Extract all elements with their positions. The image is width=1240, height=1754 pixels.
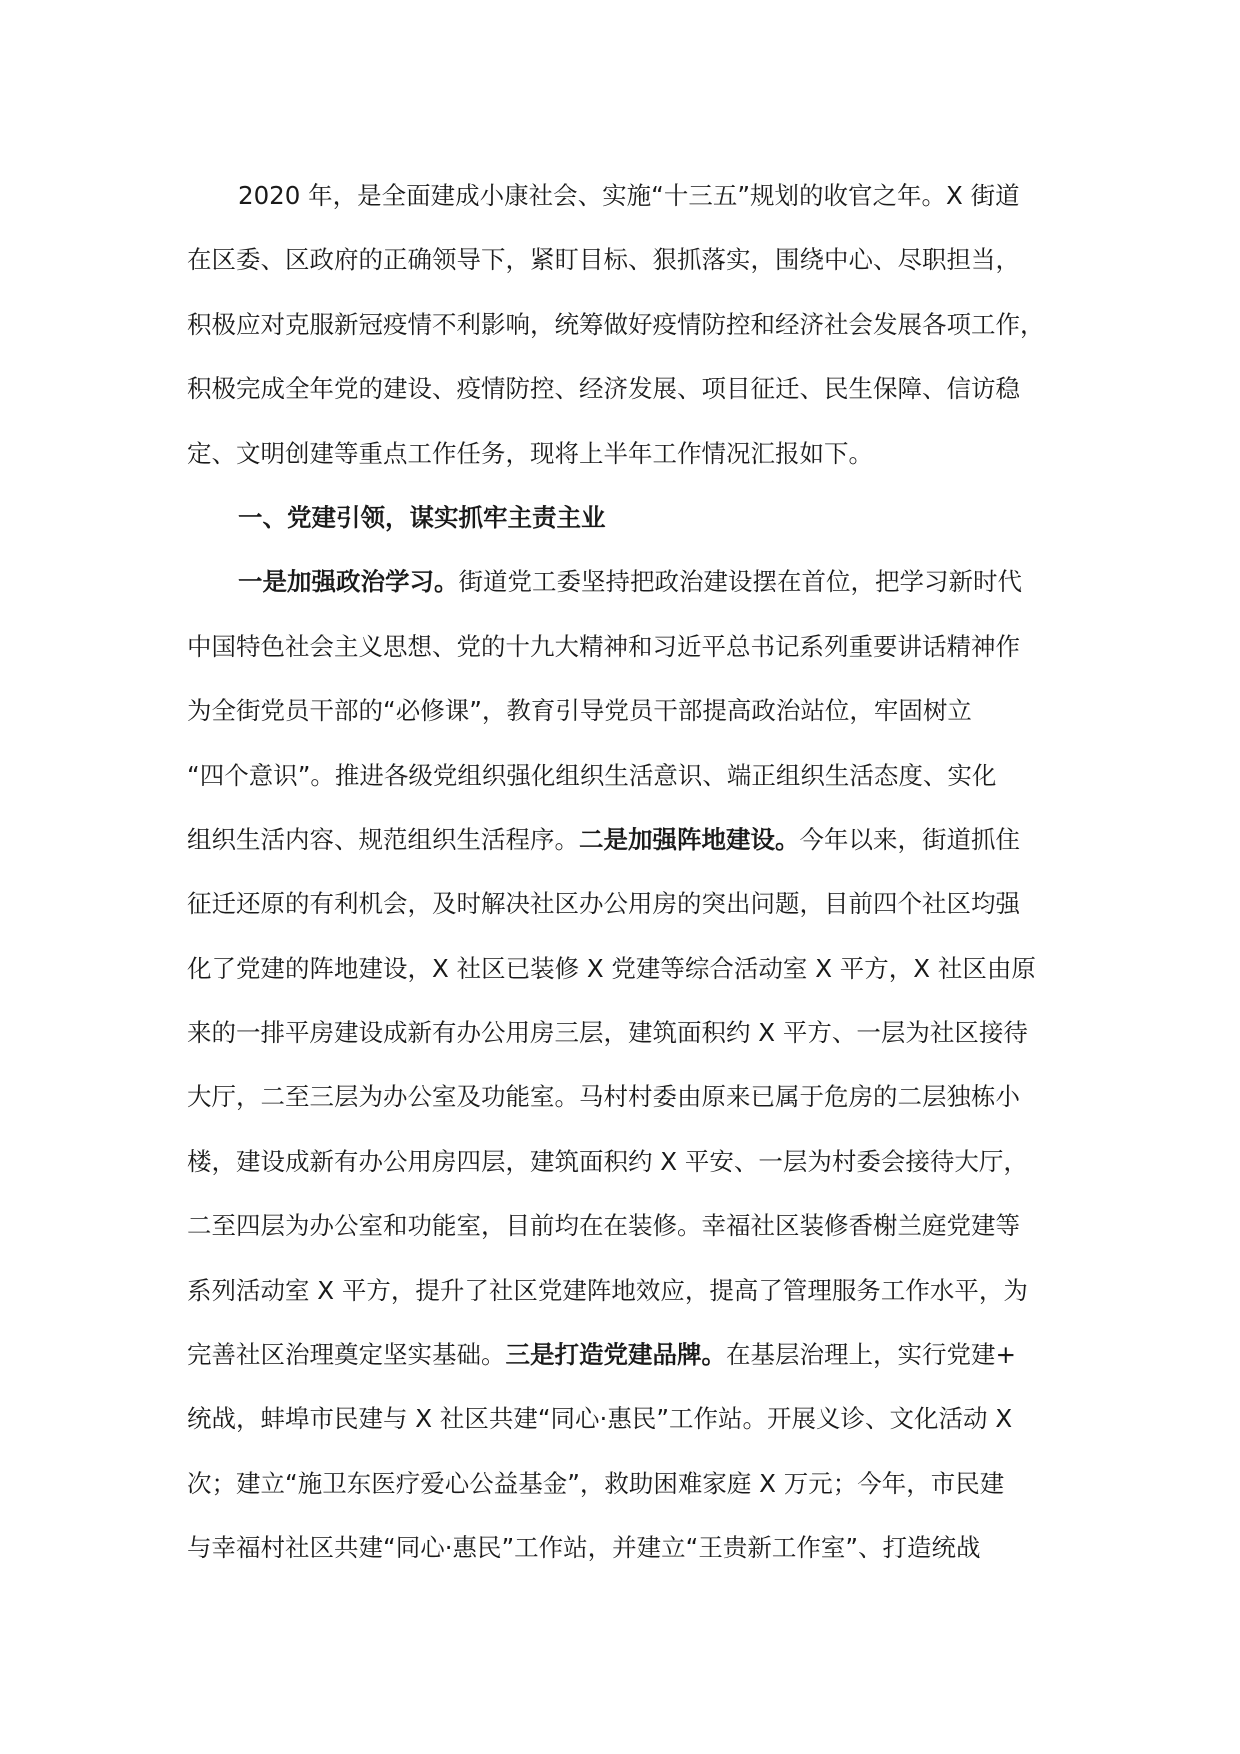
paragraph-line: 二至四层为办公室和功能室，目前均在在装修。幸福社区装修香榭兰庭党建等 [187,1211,1020,1241]
paragraph-text: 完善社区治理奠定坚实基础。 [187,1340,506,1370]
paragraph-text: 在基层治理上，实行党建+ [726,1340,1017,1370]
paragraph-line: 化了党建的阵地建设，X 社区已装修 X 党建等综合活动室 X 平方，X 社区由原 [187,953,1036,983]
paragraph-line: 为全街党员干部的“必修课”，教育引导党员干部提高政治站位，牢固树立 [187,696,972,726]
paragraph-line: 中国特色社会主义思想、党的十九大精神和习近平总书记系列重要讲话精神作 [187,631,1020,661]
paragraph-line: 系列活动室 X 平方，提升了社区党建阵地效应，提高了管理服务工作水平，为 [187,1275,1028,1305]
paragraph-line: 次；建立“施卫东医疗爱心公益基金”，救助困难家庭 X 万元；今年，市民建 [187,1468,1005,1498]
paragraph-line: 定、文明创建等重点工作任务，现将上半年工作情况汇报如下。 [187,438,873,468]
paragraph-text: 组织生活内容、规范组织生活程序。 [187,824,579,854]
section-heading: 一、党建引领，谋实抓牢主责主业 [238,502,606,532]
paragraph-line: “四个意识”。推进各级党组织强化组织生活意识、端正组织生活态度、实化 [187,760,997,790]
paragraph-line: 2020 年，是全面建成小康社会、实施“十三五”规划的收官之年。X 街道 [238,181,1020,210]
paragraph-line: 积极应对克服新冠疫情不利影响，统筹做好疫情防控和经济社会发展各项工作， [187,309,1045,339]
paragraph-line: 统战，蚌埠市民建与 X 社区共建“同心·惠民”工作站。开展义诊、文化活动 X [187,1404,1013,1434]
point-title: 三是打造党建品牌。 [505,1340,726,1370]
paragraph-line: 在区委、区政府的正确领导下，紧盯目标、狠抓落实，围绕中心、尽职担当， [187,245,1020,275]
document-body [187,164,1067,1581]
paragraph-line: 大厅，二至三层为办公室及功能室。马村村委由原来已属于危房的二层独栋小 [187,1082,1020,1112]
paragraph-text: 今年以来，街道抓住 [799,824,1020,854]
paragraph-line: 积极完成全年党的建设、疫情防控、经济发展、项目征迁、民生保障、信访稳 [187,374,1020,404]
paragraph-line [187,808,1067,872]
paragraph-line: 征迁还原的有利机会，及时解决社区办公用房的突出问题，目前四个社区均强 [187,889,1020,919]
paragraph-text: 街道党工委坚持把政治建设摆在首位，把学习新时代 [458,567,1022,597]
paragraph-line: 与幸福村社区共建“同心·惠民”工作站，并建立“王贵新工作室”、打造统战 [187,1533,981,1563]
paragraph-line [187,550,1067,614]
point-title: 一是加强政治学习。 [238,567,459,597]
paragraph-line: 楼，建设成新有办公用房四层，建筑面积约 X 平安、一层为村委会接待大厅， [187,1146,1028,1176]
point-title: 二是加强阵地建设。 [579,824,800,854]
paragraph-line [187,1323,1067,1387]
paragraph-line: 来的一排平房建设成新有办公用房三层，建筑面积约 X 平方、一层为社区接待 [187,1018,1028,1048]
